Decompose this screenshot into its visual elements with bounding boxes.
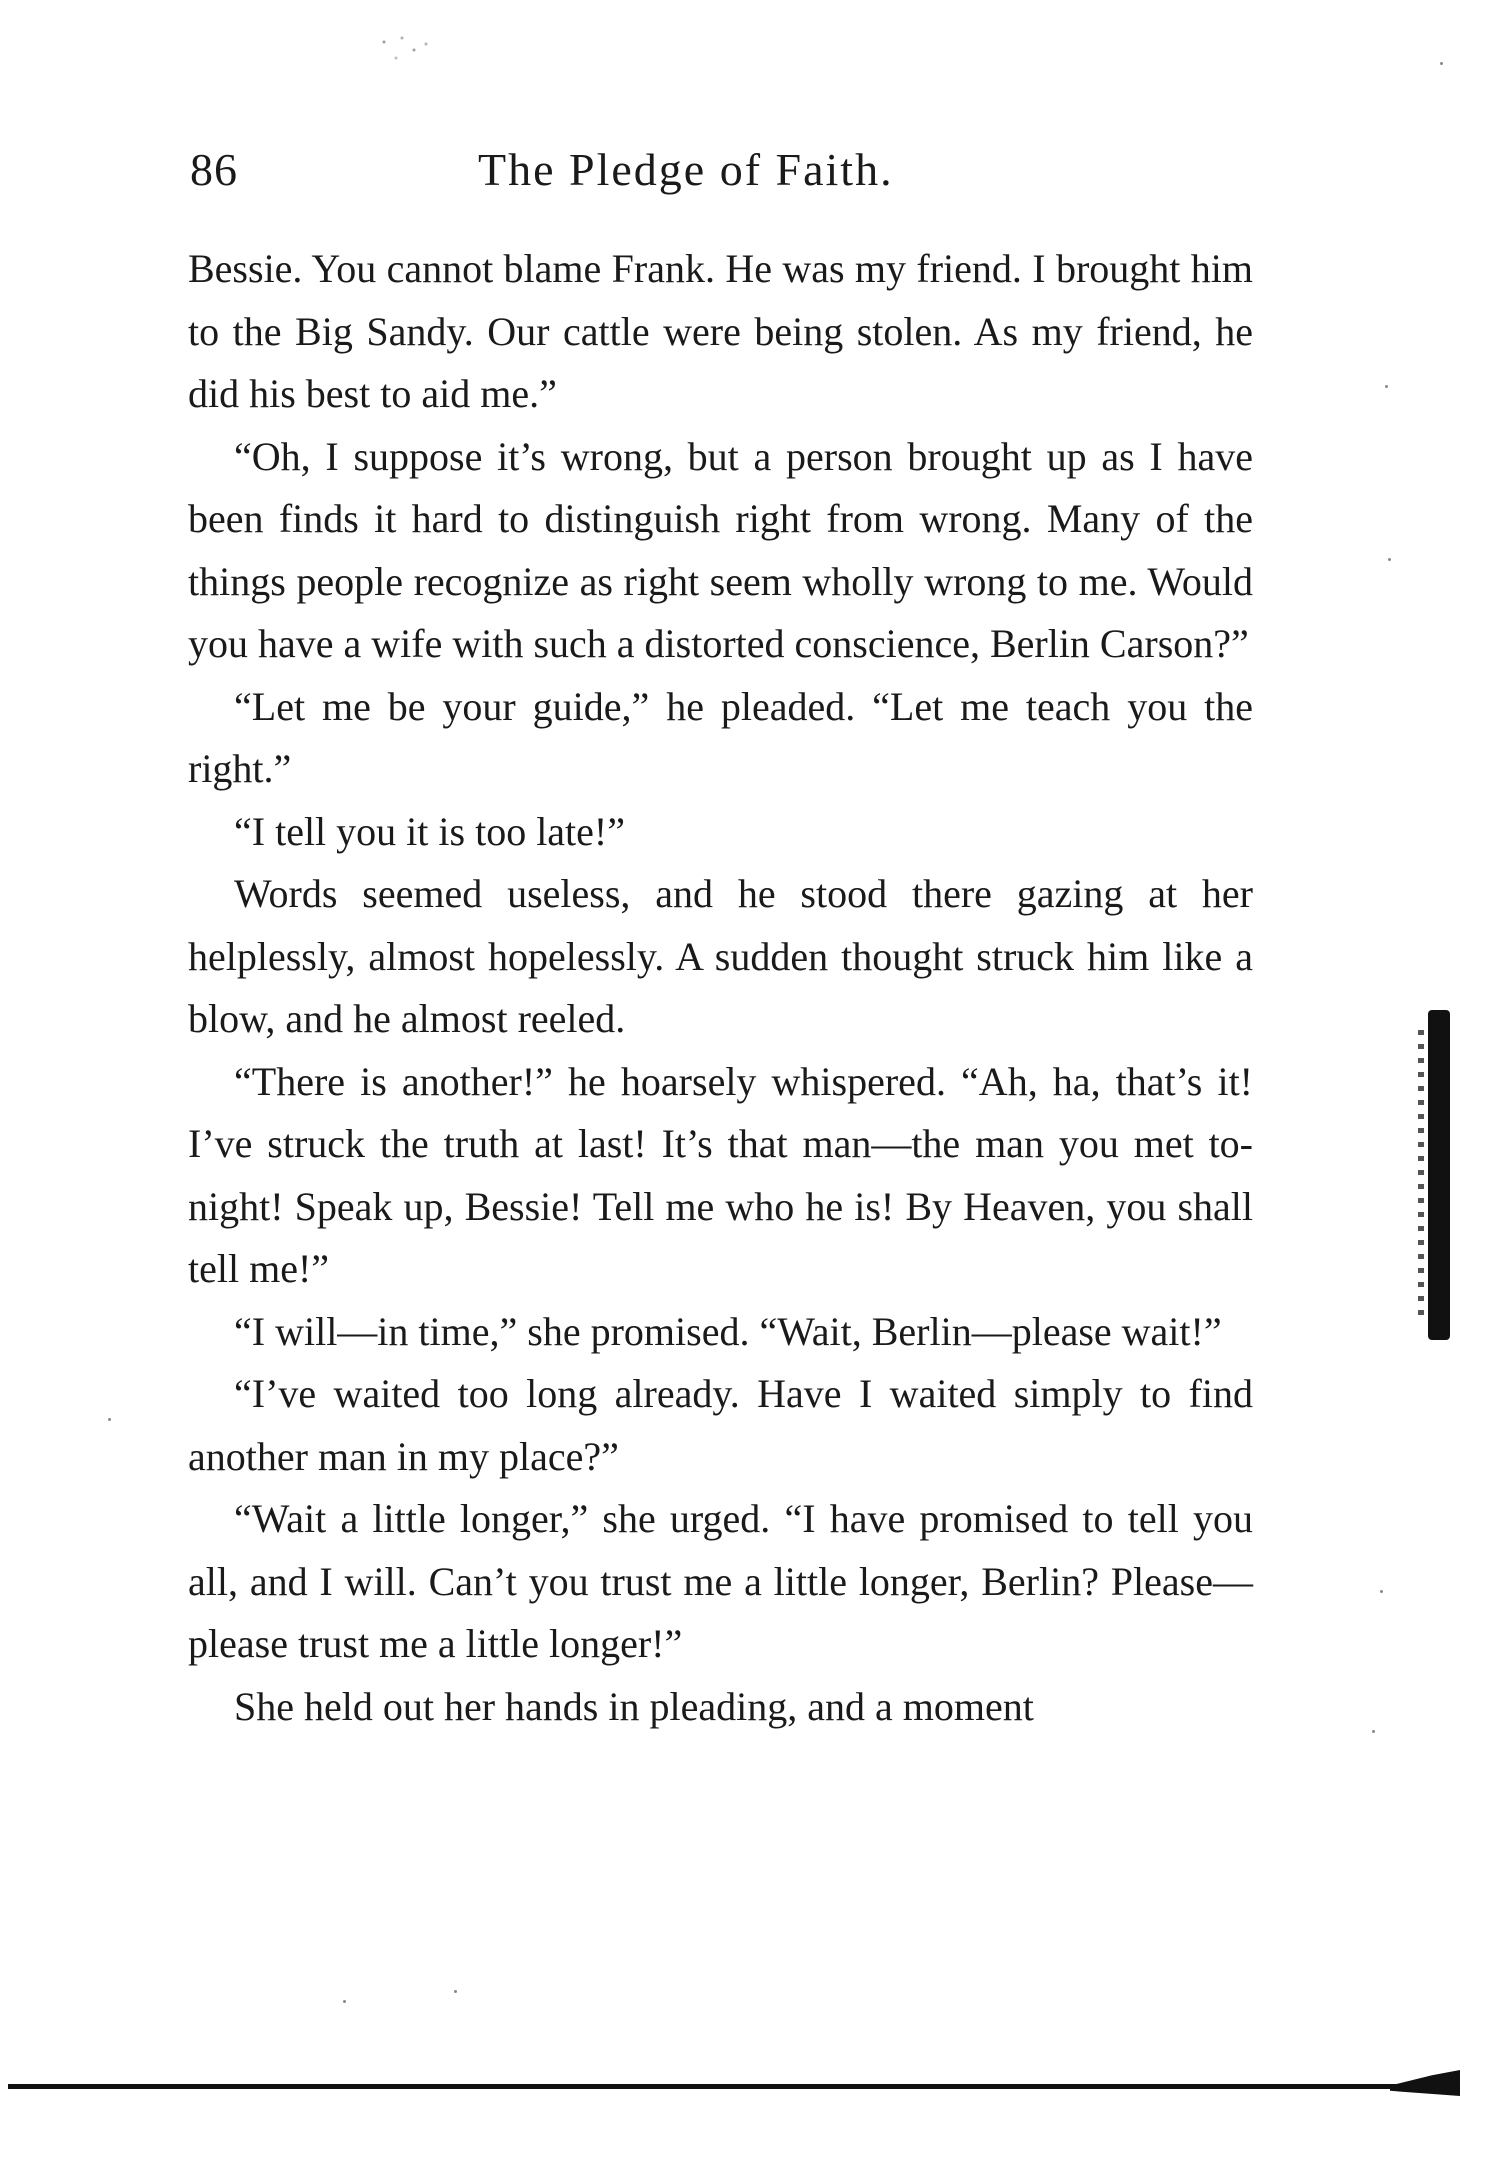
bottom-rule-end: [1390, 2070, 1460, 2096]
print-speck: [1385, 385, 1388, 388]
margin-ink-mark: [1428, 1010, 1450, 1340]
print-speck: [108, 1418, 111, 1421]
body-text: [188, 238, 1253, 1738]
bottom-rule: [8, 2084, 1453, 2089]
page-number: 86: [190, 144, 238, 195]
page-header: [190, 143, 1250, 203]
paragraph: “I will—in time,” she promised. “Wait, Berlin—please wait!”: [234, 1308, 1222, 1354]
paragraph: “Let me be your guide,” he pleaded. “Let me teach you the right.”: [188, 683, 1253, 791]
print-speck: [1388, 558, 1391, 561]
paragraph: “Oh, I suppose it’s wrong, but a person brought up as I have been finds it hard to distinguish right from wrong. Many of the things people recognize as right seem wholly wrong to me. Would you have a wife with such a distorted conscience, Berlin Carson?”: [188, 433, 1253, 666]
running-title: The Pledge of Faith.: [478, 144, 894, 195]
paragraph: Words seemed useless, and he stood there gazing at her helplessly, almost hopelessly. A sudden thought struck him like a blow, and he almost reeled.: [188, 871, 1253, 1041]
paragraph: Bessie. You cannot blame Frank. He was my friend. I brought him to the Big Sandy. Our cattle were being stolen. As my friend, he did his best to aid me.”: [188, 246, 1253, 416]
print-speck: [1440, 62, 1443, 65]
print-speck: [1372, 1730, 1375, 1733]
print-speck: [454, 1990, 457, 1993]
paragraph: “I tell you it is too late!”: [234, 808, 625, 854]
paragraph: She held out her hands in pleading, and a moment: [234, 1683, 1034, 1729]
margin-ink-fray: [1418, 1030, 1424, 1320]
print-speck: [1380, 1590, 1383, 1593]
paragraph: “Wait a little longer,” she urged. “I have promised to tell you all, and I will. Can’t you trust me a little longer, Berlin? Please—please trust me a little longer!”: [188, 1496, 1253, 1666]
paragraph: “I’ve waited too long already. Have I waited simply to find another man in my place?”: [188, 1371, 1253, 1479]
print-speck: [343, 2000, 346, 2003]
paragraph: “There is another!” he hoarsely whispered. “Ah, ha, that’s it! I’ve struck the truth at last! It’s that man—the man you met to-night! Speak up, Bessie! Tell me who he is! By Heaven, you shall tell me!”: [188, 1058, 1253, 1291]
print-speck: [378, 30, 438, 70]
